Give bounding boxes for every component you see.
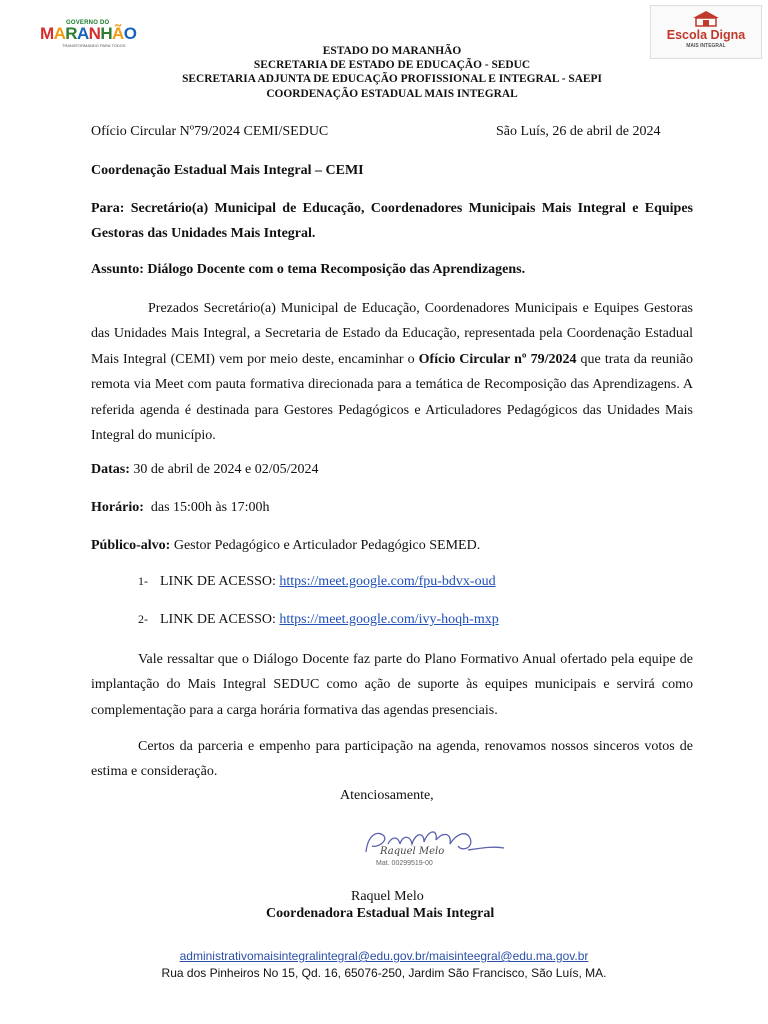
footer-email-link[interactable]: administrativomaisintegralintegral@edu.gov.br/maisinteegral@edu.ma.gov.br bbox=[179, 949, 589, 963]
closing: Atenciosamente, bbox=[340, 788, 434, 803]
logo-maranhao-word: MARANHÃO bbox=[40, 24, 137, 43]
meet-link-1[interactable]: https://meet.google.com/fpu-bdvx-oud bbox=[279, 574, 496, 589]
schedule-line: Horário: das 15:00h às 17:00h bbox=[91, 500, 270, 515]
meet-link-2[interactable]: https://meet.google.com/ivy-hoqh-mxp bbox=[279, 612, 499, 627]
sender: Coordenação Estadual Mais Integral – CEMI bbox=[91, 163, 364, 178]
signatory-name: Raquel Melo bbox=[351, 889, 424, 904]
body-paragraph-3: Certos da parceria e empenho para participação na agenda, renovamos nossos sinceros votos de estima e consideração. bbox=[91, 739, 693, 780]
oficio-reference: Ofício Circular nº 79/2024 bbox=[418, 351, 577, 367]
logo-escola-sub: MAIS INTEGRAL bbox=[686, 43, 726, 49]
header-line-3: SECRETARIA ADJUNTA DE EDUCAÇÃO PROFISSIONAL E INTEGRAL - SAEPI bbox=[182, 73, 602, 86]
school-building-icon bbox=[651, 8, 761, 30]
footer-emails bbox=[0, 949, 768, 963]
logo-escola-name: Escola Digna bbox=[666, 28, 746, 42]
header-line-2: SECRETARIA DE ESTADO DE EDUCAÇÃO - SEDUC bbox=[253, 59, 531, 72]
access-link-item-2: 2- LINK DE ACESSO: https://meet.google.com/ivy-hoqh-mxp bbox=[138, 612, 499, 627]
handwritten-signature bbox=[358, 822, 508, 878]
oficio-number: Ofício Circular Nº79/2024 CEMI/SEDUC bbox=[91, 124, 329, 139]
signature-handwritten-name: Raquel Melo bbox=[380, 846, 445, 857]
body-paragraph-1: Prezados Secretário(a) Municipal de Educação, Coordenadores Municipais e Equipes Gestoras das Unidades Mais Integral, a Secretaria de Estado da Educação, representada pela Coordenação Estadual Mais Integral (CEMI) vem por meio deste, encaminhar o Ofício Circular nº 79/2024 que trata da reunião remota via Meet com pauta formativa direcionada para a temática de Recomposição das Aprendizagens. A referida agenda é destinada para Gestores Pedagógicos e Articuladores Pedagógicos das Unidades Mais Integral do município. bbox=[91, 301, 693, 444]
signature-registration: Mat. 00299519-00 bbox=[376, 860, 433, 867]
subject: Assunto: Diálogo Docente com o tema Recomposição das Aprendizagens. bbox=[91, 262, 526, 277]
letterhead bbox=[0, 44, 768, 101]
access-link-item-1: 1- LINK DE ACESSO: https://meet.google.com/fpu-bdvx-oud bbox=[138, 574, 496, 589]
signatory-role: Coordenadora Estadual Mais Integral bbox=[266, 906, 495, 921]
recipients: Para: Secretário(a) Municipal de Educação, Coordenadores Municipais Mais Integral e Equipes Gestoras das Unidades Mais Integral. bbox=[91, 201, 693, 242]
logo-governo-top: GOVERNO DO bbox=[66, 20, 110, 26]
header-line-1: ESTADO DO MARANHÃO bbox=[322, 45, 462, 57]
body-paragraph-2: Vale ressaltar que o Diálogo Docente faz parte do Plano Formativo Anual ofertado pela equipe de implantação do Mais Integral SEDUC como ação de suporte às equipes municipais e servirá como complementação para a carga horária formativa das agendas presenciais. bbox=[91, 652, 693, 718]
footer-address: Rua dos Pinheiros No 15, Qd. 16, 65076-250, Jardim São Francisco, São Luís, MA. bbox=[161, 966, 607, 980]
dates-line: Datas: 30 de abril de 2024 e 02/05/2024 bbox=[91, 462, 319, 477]
document-date: São Luís, 26 de abril de 2024 bbox=[496, 124, 661, 139]
logo-governo-sub: TRANSFORMANDO PARA TODOS bbox=[62, 43, 126, 48]
audience-line: Público-alvo: Gestor Pedagógico e Articulador Pedagógico SEMED. bbox=[91, 538, 481, 553]
header-line-4: COORDENAÇÃO ESTADUAL MAIS INTEGRAL bbox=[266, 87, 518, 100]
